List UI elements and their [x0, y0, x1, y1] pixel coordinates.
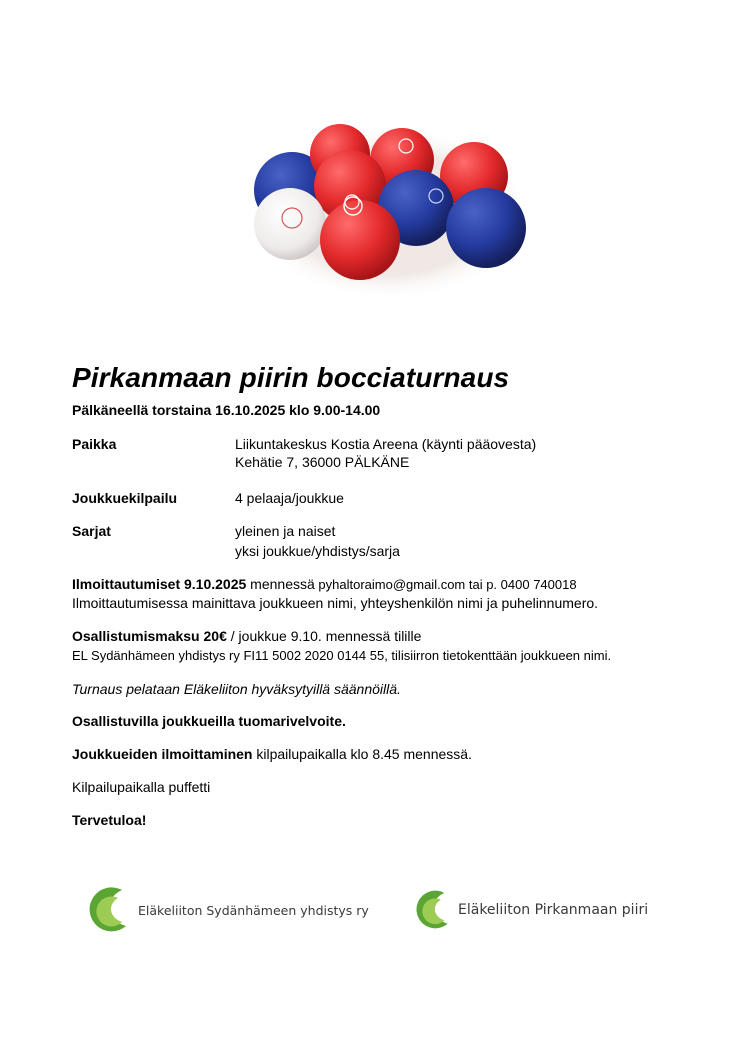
logo-pirkanmaan-text: Eläkeliiton Pirkanmaan piiri: [458, 902, 649, 918]
logo-pirkanmaan: [410, 880, 648, 940]
registration-details: Ilmoittautumisessa mainittava joukkueen nimi, yhteyshenkilön nimi ja puhelinnumero.: [72, 595, 599, 611]
series-label: Sarjat: [72, 523, 111, 539]
rules-text: Turnaus pelataan Eläkeliiton hyväksytyillä säännöillä.: [72, 681, 401, 697]
series-value-2: yksi joukkue/yhdistys/sarja: [235, 543, 400, 559]
checkin-rest: kilpailupaikalla klo 8.45 mennessä.: [252, 746, 472, 762]
referee-text: Osallistuvilla joukkueilla tuomarivelvoite.: [72, 713, 346, 729]
location-name: Liikuntakeskus Kostia Areena (käynti pääovesta): [235, 436, 537, 452]
boccia-balls-photo: [248, 124, 530, 302]
fee-amount: Osallistumismaksu 20€: [72, 628, 227, 644]
checkin-text: [72, 745, 472, 764]
event-date-time: Pälkäneellä torstaina 16.10.2025 klo 9.00-14.00: [72, 402, 381, 418]
logo-sydanhameen: [82, 880, 369, 940]
team-competition-value: 4 pelaaja/joukkue: [235, 490, 344, 506]
page-title: Pirkanmaan piirin bocciaturnaus: [72, 362, 510, 393]
elakeliitto-logo-icon: [82, 882, 138, 938]
welcome-text: Tervetuloa!: [72, 812, 147, 828]
location-label: Paikka: [72, 436, 117, 452]
series-value-1: yleinen ja naiset: [235, 523, 336, 539]
registration-deadline: Ilmoittautumiset 9.10.2025: [72, 576, 247, 592]
checkin-bold: Joukkueiden ilmoittaminen: [72, 746, 253, 762]
fee-paragraph: [72, 627, 611, 665]
registration-paragraph: [72, 575, 598, 613]
fee-account: EL Sydänhämeen yhdistys ry FI11 5002 2020 0144 55, tilisiirron tietokenttään joukkueen nimi.: [72, 648, 612, 663]
location-address: Kehätie 7, 36000 PÄLKÄNE: [235, 454, 410, 470]
logo-sydanhameen-text: Eläkeliiton Sydänhämeen yhdistys ry: [138, 902, 369, 918]
registration-contact: pyhaltoraimo@gmail.com tai p. 0400 740018: [314, 577, 577, 592]
elakeliitto-logo-icon: [410, 882, 458, 938]
team-competition-label: Joukkuekilpailu: [72, 490, 178, 506]
fee-rest: / joukkue 9.10. mennessä tilille: [226, 628, 422, 644]
buffet-text: Kilpailupaikalla puffetti: [72, 779, 211, 795]
registration-rest: mennessä: [246, 576, 315, 592]
